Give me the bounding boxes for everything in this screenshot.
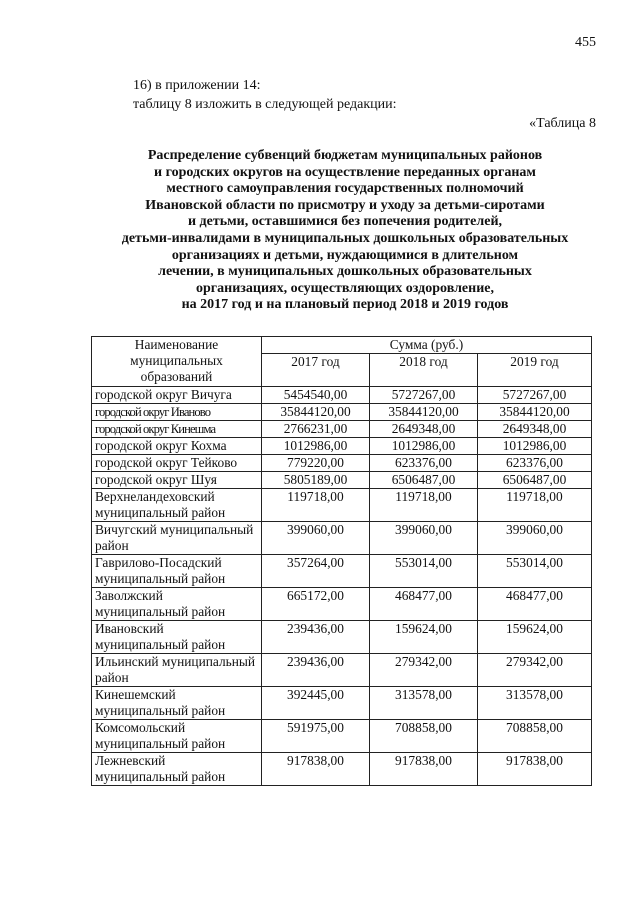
table-header-row bbox=[92, 337, 592, 354]
value-2019: 279342,00 bbox=[478, 654, 592, 687]
row-name: Кинешемский муниципальный район bbox=[92, 687, 262, 720]
table-row bbox=[92, 387, 592, 404]
value-2018: 6506487,00 bbox=[370, 472, 478, 489]
title-line: Ивановской области по присмотру и уходу за детьми-сиротами bbox=[145, 197, 545, 213]
page-number: 455 bbox=[575, 35, 596, 50]
header-name: Наименование муниципальных образований bbox=[92, 337, 262, 387]
row-name: Ивановский муниципальный район bbox=[92, 621, 262, 654]
title-line: и детьми, оставшимися без попечения родителей, bbox=[187, 214, 503, 230]
table-row bbox=[92, 654, 592, 687]
value-2018: 2649348,00 bbox=[370, 421, 478, 438]
row-name: Гаврилово-Посадский муниципальный район bbox=[92, 555, 262, 588]
value-2018: 468477,00 bbox=[370, 588, 478, 621]
title-line: детьми-инвалидами в муниципальных дошкольных образовательных bbox=[121, 230, 569, 246]
row-name: городской округ Иваново bbox=[92, 404, 262, 421]
value-2019: 119718,00 bbox=[478, 489, 592, 522]
table-row bbox=[92, 720, 592, 753]
value-2019: 1012986,00 bbox=[478, 438, 592, 455]
title-line: Распределение субвенций бюджетам муниципальных районов bbox=[147, 148, 543, 163]
value-2017: 2766231,00 bbox=[262, 421, 370, 438]
value-2018: 279342,00 bbox=[370, 654, 478, 687]
value-2017: 399060,00 bbox=[262, 522, 370, 555]
value-2019: 35844120,00 bbox=[478, 404, 592, 421]
title-line: местного самоуправления государственных полномочий bbox=[166, 181, 524, 197]
row-name: городской округ Кинешма bbox=[92, 421, 262, 438]
row-name: Заволжский муниципальный район bbox=[92, 588, 262, 621]
value-2017: 5805189,00 bbox=[262, 472, 370, 489]
row-name: городской округ Кохма bbox=[92, 438, 262, 455]
value-2019: 6506487,00 bbox=[478, 472, 592, 489]
value-2017: 35844120,00 bbox=[262, 404, 370, 421]
header-year-2019: 2019 год bbox=[478, 354, 592, 387]
row-name: Комсомольский муниципальный район bbox=[92, 720, 262, 753]
row-name: Ильинский муниципальный район bbox=[92, 654, 262, 687]
row-name: городской округ Тейково bbox=[92, 455, 262, 472]
row-name: городской округ Вичуга bbox=[92, 387, 262, 404]
value-2019: 708858,00 bbox=[478, 720, 592, 753]
value-2018: 35844120,00 bbox=[370, 404, 478, 421]
table-row bbox=[92, 472, 592, 489]
row-name: Верхнеландеховский муниципальный район bbox=[92, 489, 262, 522]
value-2019: 468477,00 bbox=[478, 588, 592, 621]
table-row bbox=[92, 687, 592, 720]
table-row bbox=[92, 455, 592, 472]
table-row bbox=[92, 588, 592, 621]
value-2018: 553014,00 bbox=[370, 555, 478, 588]
table-row bbox=[92, 438, 592, 455]
value-2017: 239436,00 bbox=[262, 654, 370, 687]
value-2018: 5727267,00 bbox=[370, 387, 478, 404]
header-sum: Сумма (руб.) bbox=[262, 337, 592, 354]
subvention-table bbox=[91, 336, 592, 786]
value-2017: 591975,00 bbox=[262, 720, 370, 753]
value-2018: 917838,00 bbox=[370, 753, 478, 786]
value-2019: 5727267,00 bbox=[478, 387, 592, 404]
title-line: и городских округов на осуществление переданных органам bbox=[154, 164, 536, 180]
document-title bbox=[60, 148, 630, 314]
value-2017: 392445,00 bbox=[262, 687, 370, 720]
table-reference: «Таблица 8 bbox=[529, 116, 596, 131]
table-row bbox=[92, 753, 592, 786]
intro-line-2: таблицу 8 изложить в следующей редакции: bbox=[133, 97, 397, 112]
value-2018: 119718,00 bbox=[370, 489, 478, 522]
table-row bbox=[92, 555, 592, 588]
value-2019: 313578,00 bbox=[478, 687, 592, 720]
value-2017: 779220,00 bbox=[262, 455, 370, 472]
value-2019: 159624,00 bbox=[478, 621, 592, 654]
intro-line-1: 16) в приложении 14: bbox=[133, 78, 261, 93]
value-2017: 357264,00 bbox=[262, 555, 370, 588]
title-line: организациях, осуществляющих оздоровление, bbox=[195, 280, 494, 296]
row-name: Вичугский муниципальный район bbox=[92, 522, 262, 555]
table-row bbox=[92, 421, 592, 438]
value-2018: 708858,00 bbox=[370, 720, 478, 753]
table-row bbox=[92, 489, 592, 522]
value-2019: 399060,00 bbox=[478, 522, 592, 555]
value-2018: 313578,00 bbox=[370, 687, 478, 720]
value-2018: 623376,00 bbox=[370, 455, 478, 472]
title-line: организациях и детьми, нуждающимися в длительном bbox=[171, 247, 519, 263]
value-2017: 119718,00 bbox=[262, 489, 370, 522]
table-row bbox=[92, 404, 592, 421]
row-name: Лежневский муниципальный район bbox=[92, 753, 262, 786]
header-year-2018: 2018 год bbox=[370, 354, 478, 387]
row-name: городской округ Шуя bbox=[92, 472, 262, 489]
value-2017: 239436,00 bbox=[262, 621, 370, 654]
value-2018: 1012986,00 bbox=[370, 438, 478, 455]
value-2019: 917838,00 bbox=[478, 753, 592, 786]
value-2017: 1012986,00 bbox=[262, 438, 370, 455]
table-row bbox=[92, 621, 592, 654]
title-line: на 2017 год и на плановый период 2018 и 2019 годов bbox=[181, 297, 509, 313]
header-year-2017: 2017 год bbox=[262, 354, 370, 387]
title-line: лечении, в муниципальных дошкольных образовательных bbox=[158, 264, 532, 280]
value-2017: 917838,00 bbox=[262, 753, 370, 786]
value-2019: 623376,00 bbox=[478, 455, 592, 472]
value-2017: 665172,00 bbox=[262, 588, 370, 621]
value-2018: 159624,00 bbox=[370, 621, 478, 654]
value-2019: 553014,00 bbox=[478, 555, 592, 588]
value-2017: 5454540,00 bbox=[262, 387, 370, 404]
table-row bbox=[92, 522, 592, 555]
value-2019: 2649348,00 bbox=[478, 421, 592, 438]
value-2018: 399060,00 bbox=[370, 522, 478, 555]
